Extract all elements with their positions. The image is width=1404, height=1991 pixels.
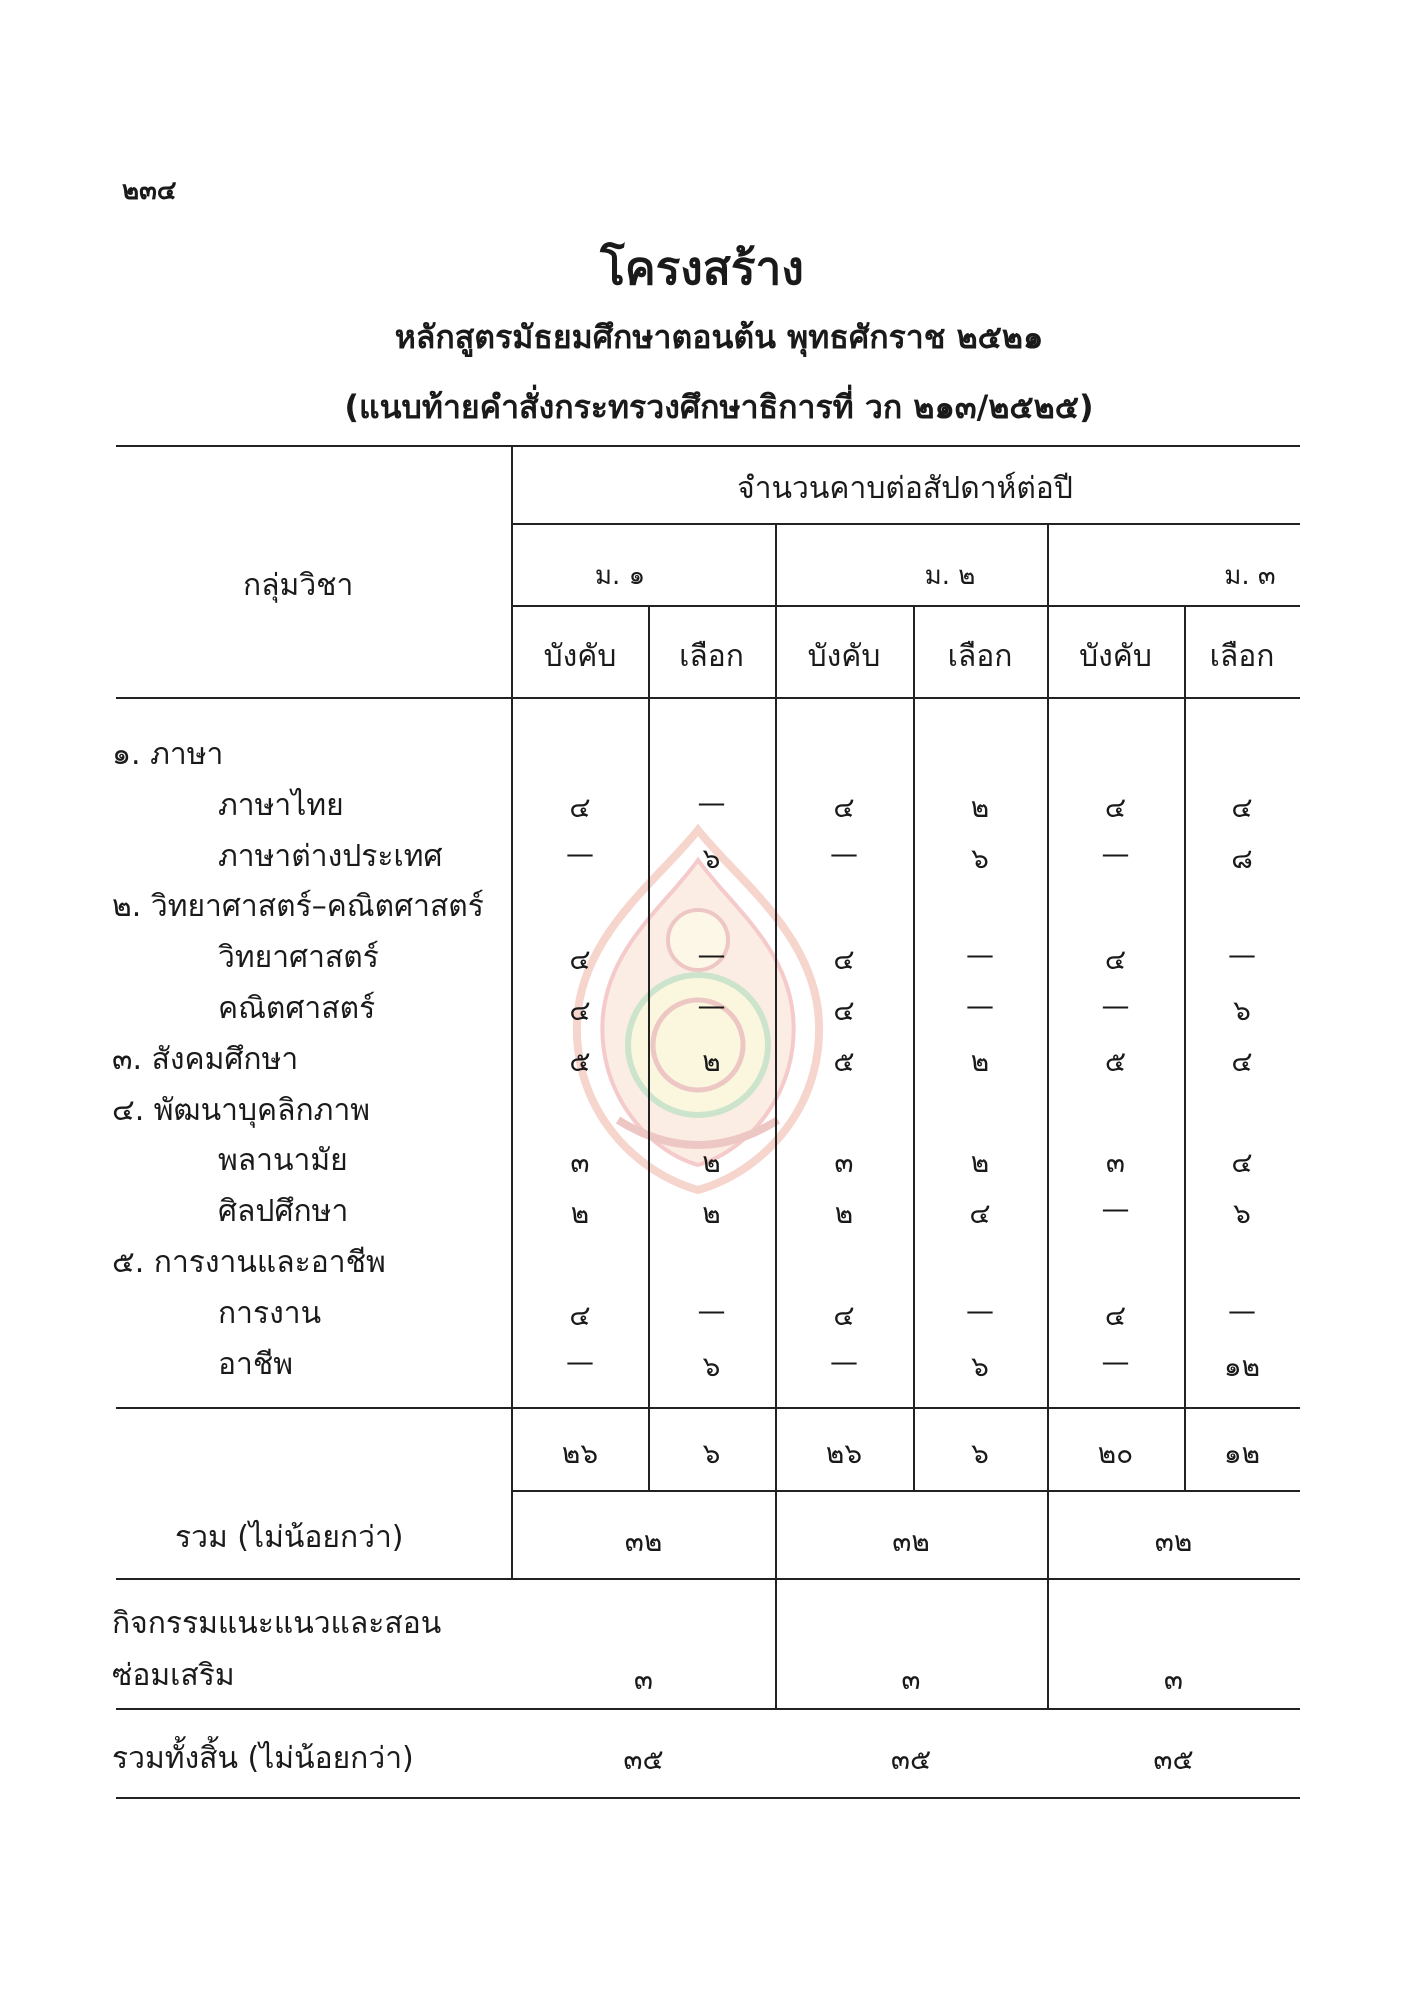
period-value: ๖ — [971, 841, 989, 875]
period-value: ๑๒ — [1223, 1349, 1261, 1383]
table-top-rule — [116, 445, 1300, 447]
period-value: — — [566, 836, 594, 870]
period-value: ๖ — [1233, 994, 1251, 1027]
period-value: ๖ — [702, 841, 721, 875]
subject-group-label: ๕. การงานและอาชีพ — [112, 1245, 386, 1280]
period-value: ๔ — [1231, 1044, 1253, 1078]
period-value: ๘ — [1231, 841, 1253, 875]
period-value: ๖ — [971, 1349, 989, 1383]
subtotal-value: ๖ — [971, 1437, 989, 1470]
subtotal-value: ๒๐ — [1097, 1437, 1134, 1470]
period-value: — — [697, 785, 726, 819]
period-value: — — [1101, 836, 1130, 870]
period-value: ๔ — [569, 994, 591, 1027]
period-value: — — [1101, 989, 1130, 1022]
subtotal-rule — [512, 1490, 1300, 1492]
period-value: ๔ — [833, 1298, 855, 1332]
total-value: ๓๒ — [624, 1525, 663, 1558]
subject-label: อาชีพ — [218, 1346, 293, 1382]
grand-total-value: ๓๕ — [623, 1743, 664, 1776]
period-value: ๖ — [702, 1349, 721, 1383]
subtotal-value: ๑๒ — [1223, 1437, 1261, 1470]
activity-value: ๓ — [901, 1663, 921, 1696]
period-value: ๓ — [1105, 1146, 1126, 1180]
col-type-3: บังคับ — [807, 639, 881, 674]
period-value: ๔ — [1104, 943, 1127, 977]
grade-header-1: ม. ๑ — [594, 561, 646, 591]
total-value: ๓๒ — [1154, 1525, 1193, 1558]
subject-label: ภาษาไทย — [218, 787, 344, 823]
grade-header-2: ม. ๒ — [924, 561, 976, 591]
period-value: — — [966, 989, 994, 1022]
subject-label: คณิตศาสตร์ — [218, 991, 376, 1026]
subject-label: การงาน — [218, 1295, 322, 1331]
period-value: ๔ — [833, 943, 855, 977]
period-value: ๔ — [1104, 1298, 1127, 1332]
periods-header-rule — [512, 523, 1300, 525]
body-bottom-rule — [116, 1407, 1300, 1409]
subtotal-value: ๒๖ — [561, 1437, 599, 1470]
group-header: กลุ่มวิชา — [243, 568, 354, 603]
period-value: ๔ — [1104, 790, 1127, 824]
period-value: ๔ — [969, 1197, 991, 1231]
subject-group-label: ๓. สังคมศึกษา — [112, 1041, 299, 1077]
col-type-5: บังคับ — [1079, 639, 1152, 674]
period-value: — — [697, 938, 726, 972]
grand-total-value: ๓๕ — [1153, 1743, 1194, 1776]
col-type-4: เลือก — [947, 639, 1013, 674]
period-value: — — [697, 989, 726, 1022]
activity-label: กิจกรรมแนะแนวและสอน — [112, 1606, 442, 1641]
period-value: ๒ — [970, 1044, 990, 1078]
period-value: ๒ — [702, 1146, 721, 1180]
grand-total-value: ๓๕ — [890, 1743, 932, 1776]
col-type-2: เลือก — [679, 639, 744, 674]
period-value: ๓ — [834, 1146, 854, 1180]
subtotal-value: ๖ — [702, 1437, 721, 1470]
activity-value: ๓ — [633, 1663, 654, 1696]
grade-header-3: ม. ๓ — [1224, 561, 1276, 591]
period-value: ๒ — [702, 1044, 721, 1078]
subject-group-label: ๒. วิทยาศาสตร์–คณิตศาสตร์ — [112, 889, 484, 925]
period-value: — — [697, 1293, 726, 1327]
period-value: ๔ — [1231, 790, 1253, 824]
period-value: — — [966, 938, 994, 972]
period-value: ๔ — [833, 790, 855, 824]
period-value: ๔ — [1231, 1146, 1253, 1180]
col-type-6: เลือก — [1209, 639, 1275, 674]
period-value: — — [1228, 1293, 1256, 1327]
subject-label: วิทยาศาสตร์ — [218, 940, 379, 976]
period-value: — — [830, 836, 858, 870]
subject-label: พลานามัย — [218, 1143, 348, 1179]
period-value: ๒ — [834, 1197, 854, 1231]
period-value: — — [830, 1344, 858, 1378]
grand-total-label: รวมทั้งสิ้น (ไม่น้อยกว่า) — [112, 1741, 414, 1776]
period-value: — — [966, 1293, 994, 1327]
period-value: ๕ — [569, 1044, 591, 1078]
period-value: ๔ — [569, 1298, 591, 1332]
total-value: ๓๒ — [892, 1525, 930, 1558]
period-value: — — [1101, 1192, 1130, 1226]
subtotal-value: ๒๖ — [825, 1437, 863, 1470]
total-label: รวม (ไม่น้อยกว่า) — [175, 1520, 404, 1555]
subject-group-label: ๑. ภาษา — [112, 737, 224, 772]
period-value: ๕ — [833, 1044, 855, 1078]
period-value: — — [1101, 1344, 1130, 1378]
period-value: ๒ — [570, 1197, 590, 1231]
period-value: — — [1228, 938, 1256, 972]
subject-label: ภาษาต่างประเทศ — [218, 838, 443, 874]
period-value: ๒ — [970, 1146, 990, 1180]
col-type-1: บังคับ — [543, 639, 617, 674]
period-value: ๔ — [569, 943, 591, 977]
total-rule — [116, 1578, 1300, 1580]
subtitle-order-reference: (แนบท้ายคำสั่งกระทรวงศึกษาธิการที่ วก ๒๑๓/๒๕๒๕) — [344, 388, 1094, 426]
subtitle-curriculum: หลักสูตรมัธยมศึกษาตอนต้น พุทธศักราช ๒๕๒๑ — [394, 318, 1044, 356]
header-bottom-rule — [116, 697, 1300, 699]
period-value: ๕ — [1104, 1044, 1127, 1078]
period-value: ๒ — [702, 1197, 721, 1231]
page-number: ๒๓๔ — [122, 176, 177, 206]
table-bottom-rule — [116, 1797, 1300, 1799]
subject-group-label: ๔. พัฒนาบุคลิกภาพ — [112, 1092, 371, 1128]
subject-label: ศิลปศึกษา — [218, 1194, 349, 1230]
period-value: ๒ — [970, 790, 990, 824]
period-value: ๔ — [569, 790, 591, 824]
period-value: ๔ — [833, 994, 855, 1027]
period-value: ๓ — [570, 1146, 590, 1180]
period-value: — — [566, 1344, 594, 1378]
activity-rule — [116, 1708, 1300, 1710]
activity-label-continued: ซ่อมเสริม — [112, 1658, 235, 1693]
activity-value: ๓ — [1163, 1663, 1184, 1696]
grade-header-rule — [512, 605, 1300, 607]
periods-header: จำนวนคาบต่อสัปดาห์ต่อปี — [737, 471, 1073, 506]
page-title: โครงสร้าง — [600, 241, 804, 295]
period-value: ๖ — [1233, 1197, 1251, 1231]
